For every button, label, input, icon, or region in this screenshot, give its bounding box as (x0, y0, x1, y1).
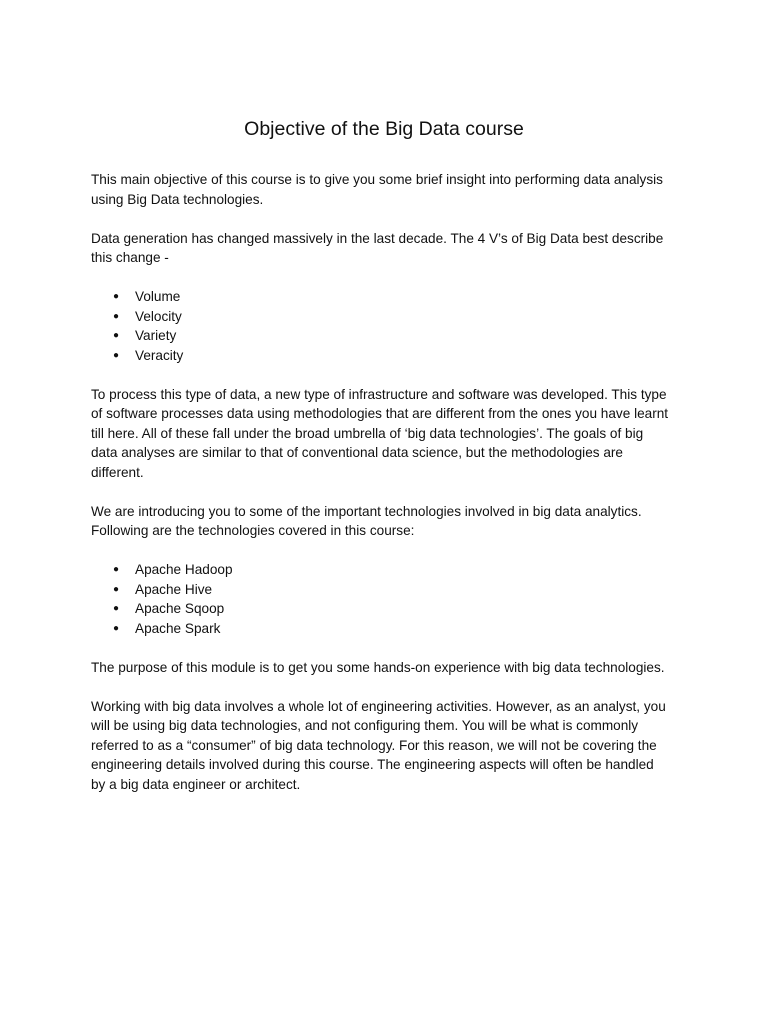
list-item (91, 287, 691, 307)
bullet-icon: ● (113, 330, 120, 341)
list-item-label: Velocity (135, 308, 182, 324)
list-item-label: Apache Hadoop (135, 562, 233, 577)
list-item-label: Veracity (135, 347, 184, 363)
paragraph-infrastructure (91, 385, 691, 483)
text-line: will be using big data technologies, and not configuring them. You will be what is commonly (91, 718, 639, 733)
text-line: different. (91, 464, 144, 480)
document-body (91, 170, 691, 794)
list-item (91, 580, 691, 600)
list-item-label: Apache Sqoop (135, 601, 225, 616)
bullet-icon: ● (113, 349, 120, 361)
list-item-label: Apache Spark (135, 620, 221, 636)
list-item-label: Variety (135, 328, 177, 343)
technologies-list (91, 560, 691, 638)
list-item-label: Apache Hive (135, 581, 213, 597)
text-line: This main objective of this course is to give you some brief insight into performing data analysis (91, 172, 663, 187)
list-item-label: Volume (135, 289, 181, 304)
list-item (91, 560, 691, 580)
text-line: Following are the technologies covered in this course: (91, 523, 415, 538)
text-line: Working with big data involves a whole lot of engineering activities. However, as an analyst, you (91, 698, 666, 714)
text-line: We are introducing you to some of the important technologies involved in big data analytics. (91, 503, 642, 519)
four-vs-list (91, 287, 691, 365)
list-item (91, 599, 691, 619)
paragraph-engineering (91, 697, 691, 795)
bullet-icon: ● (113, 291, 120, 302)
list-item (91, 326, 691, 346)
text-line: using Big Data technologies. (91, 191, 264, 207)
bullet-icon: ● (113, 310, 120, 322)
list-item (91, 619, 691, 639)
text-line: The purpose of this module is to get you some hands-on experience with big data technologies. (91, 659, 665, 675)
text-line: data analyses are similar to that of conventional data science, but the methodologies are (91, 445, 623, 460)
text-line: engineering details involved during this course. The engineering aspects will often be handled (91, 757, 654, 772)
text-line: this change - (91, 250, 169, 265)
text-line: To process this type of data, a new type of infrastructure and software was developed. This type (91, 386, 667, 402)
bullet-icon: ● (113, 564, 120, 575)
text-line: Data generation has changed massively in the last decade. The 4 V’s of Big Data best describe (91, 230, 664, 246)
text-line: till here. All of these fall under the broad umbrella of ‘big data technologies’. The goals of big (91, 425, 644, 441)
bullet-icon: ● (113, 622, 120, 634)
list-item (91, 307, 691, 327)
bullet-icon: ● (113, 603, 120, 614)
text-line: by a big data engineer or architect. (91, 776, 301, 792)
page-title: Objective of the Big Data course (244, 118, 524, 140)
paragraph-technologies-intro (91, 502, 691, 541)
list-item (91, 346, 691, 366)
text-line: of software processes data using methodologies that are different from the ones you have learnt (91, 406, 669, 421)
text-line: referred to as a “consumer” of big data technology. For this reason, we will not be covering the (91, 737, 657, 753)
bullet-icon: ● (113, 583, 120, 595)
paragraph-intro (91, 170, 691, 209)
paragraph-purpose (91, 658, 691, 678)
paragraph-data-generation (91, 229, 691, 268)
